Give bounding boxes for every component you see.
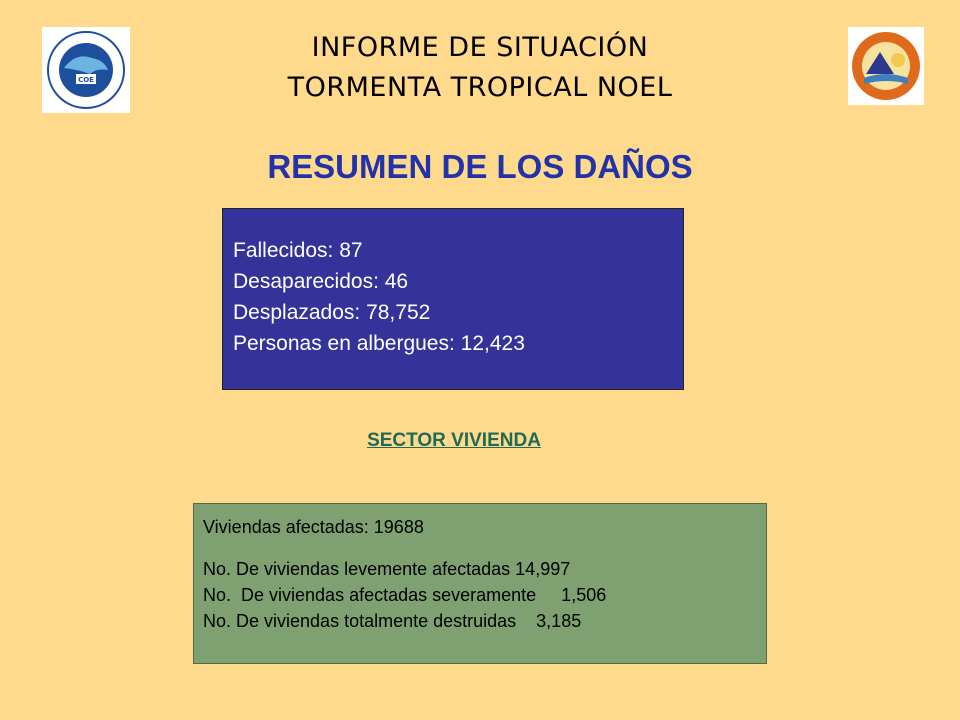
housing-destroyed: No. De viviendas totalmente destruidas 3,185 — [203, 611, 582, 631]
housing-affected-total: Viviendas afectadas: 19688 — [203, 517, 424, 537]
deaths-count: Fallecidos: 87 — [233, 239, 363, 262]
report-title: INFORME DE SITUACIÓN — [311, 32, 649, 63]
sheltered-count: Personas en albergues: 12,423 — [233, 332, 525, 355]
housing-sector-heading: SECTOR VIVIENDA — [367, 430, 541, 451]
housing-summary-box — [193, 503, 767, 664]
displaced-count: Desplazados: 78,752 — [233, 301, 431, 324]
missing-count: Desaparecidos: 46 — [233, 270, 409, 293]
damage-summary-box — [222, 208, 684, 390]
spacer — [203, 540, 766, 556]
report-subtitle: TORMENTA TROPICAL NOEL — [287, 72, 673, 103]
damage-summary-heading: RESUMEN DE LOS DAÑOS — [267, 148, 693, 185]
coe-logo-text: COE — [78, 76, 94, 84]
housing-slightly-affected: No. De viviendas levemente afectadas 14,997 — [203, 559, 571, 579]
housing-severely-affected: No. De viviendas afectadas severamente 1,506 — [203, 585, 607, 605]
